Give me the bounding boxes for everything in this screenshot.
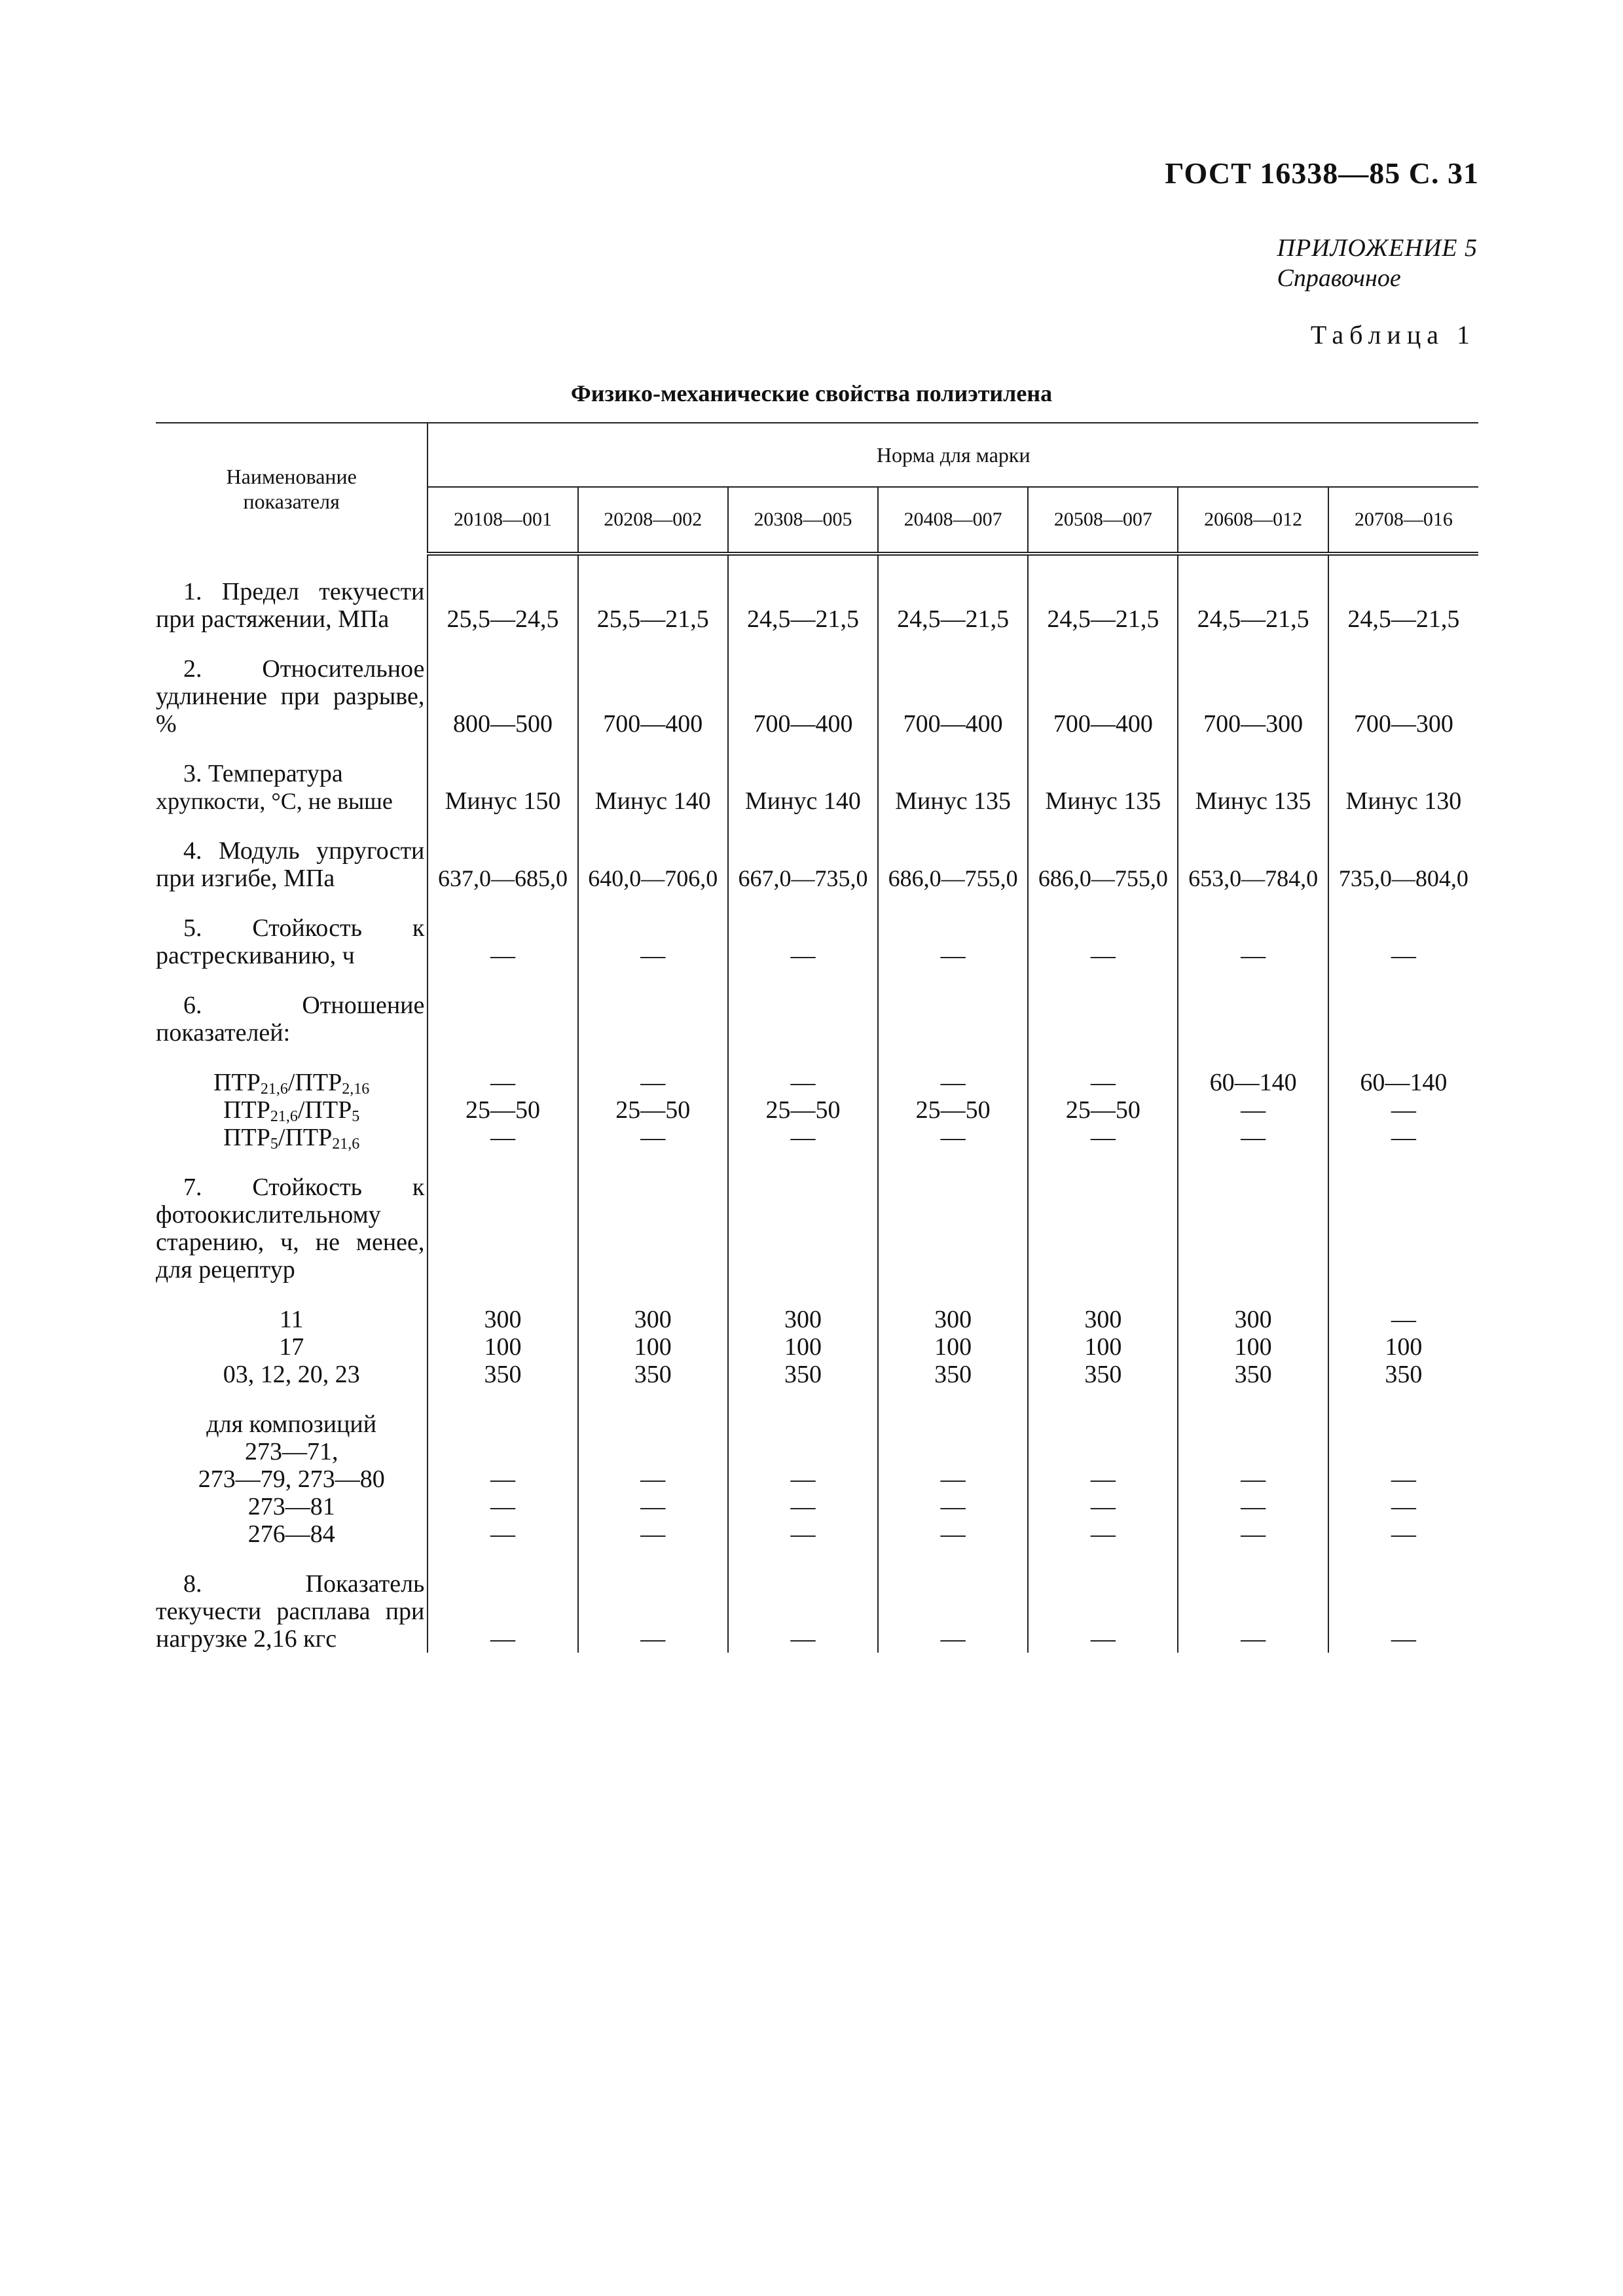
table-cell: —: [1028, 914, 1178, 969]
table-cell: 300 100 350: [1178, 1306, 1328, 1388]
table-row: [156, 1069, 1478, 1151]
table-cell: —: [728, 1570, 878, 1653]
table-cell: 24,5—21,5: [1178, 578, 1328, 633]
table-cell: —: [1028, 1570, 1178, 1653]
grade-header: 20408—007: [878, 487, 1028, 554]
table-cell: —: [428, 914, 577, 969]
table-cell: —: [1391, 1625, 1416, 1653]
table-row: [156, 992, 1478, 1047]
table-cell: — — —: [428, 1410, 577, 1548]
table-cell: 60—140 — —: [1360, 1069, 1448, 1151]
table-cell: 637,0—685,0: [428, 837, 577, 892]
row-label: 5. Стойкость к растрескиванию, ч: [156, 914, 428, 969]
table-cell: 24,5—21,5: [1347, 605, 1460, 633]
row-label: 7. Стойкость к фотоокислительному старению, ч, не менее, для рецептур: [156, 1174, 428, 1283]
table-cell: Минус 140: [578, 760, 728, 815]
table-cell: 300 100 350: [878, 1306, 1028, 1388]
table-cell: 700—400: [728, 655, 878, 738]
table-cell: 300 100 350: [1028, 1306, 1178, 1388]
table-cell: — — —: [1391, 1465, 1416, 1548]
table-cell: 700—300: [1178, 655, 1328, 738]
table-cell: 686,0—755,0: [1028, 837, 1178, 892]
table-row: [156, 1410, 1478, 1548]
table-cell: — 25—50 —: [1028, 1069, 1178, 1151]
table-number: Таблица 1: [1310, 320, 1476, 350]
row-label: 1. Предел текучести при растяжении, МПа: [156, 578, 428, 633]
table-cell: —: [878, 914, 1028, 969]
table-cell: 735,0—804,0: [1338, 865, 1468, 891]
table-cell: — — —: [728, 1410, 878, 1548]
table-cell: 700—400: [578, 655, 728, 738]
table-row: [156, 1570, 1478, 1653]
table-title: Физико-механические свойства полиэтилена: [570, 380, 1053, 406]
table-cell: 24,5—21,5: [728, 578, 878, 633]
appendix-title: ПРИЛОЖЕНИЕ 5: [1277, 234, 1478, 262]
row-label: 8. Показатель текучести расплава при нагрузке 2,16 кгс: [156, 1570, 428, 1653]
grade-header: 20708—016: [1328, 487, 1478, 554]
table-cell: 25,5—24,5: [428, 578, 577, 633]
appendix-block: [1277, 233, 1478, 293]
table-row: [156, 655, 1478, 738]
sublabel: $ПТР_{21,6}/ПТР_{2,16}$: [213, 1069, 370, 1098]
document-header: ГОСТ 16338—85 С. 31: [1165, 156, 1479, 190]
table-cell: — 25—50 —: [878, 1069, 1028, 1151]
table-cell: Минус 130: [1345, 787, 1462, 815]
table-cell: —: [878, 1570, 1028, 1653]
table-cell: 300 100 350: [728, 1306, 878, 1388]
row-sublabels: [156, 1069, 428, 1151]
sublabel: $ПТР_{21,6}/ПТР_5$: [223, 1096, 360, 1125]
properties-table: [156, 422, 1478, 1653]
table-cell: Минус 140: [728, 760, 878, 815]
column-header-norm: Норма для марки: [428, 423, 1478, 487]
grade-header: 20608—012: [1178, 487, 1328, 554]
table-cell: 300 100 350: [428, 1306, 577, 1388]
table-cell: — — —: [1178, 1410, 1328, 1548]
table-cell: 60—140 — —: [1178, 1069, 1328, 1151]
table-cell: 25,5—21,5: [578, 578, 728, 633]
table-cell: —: [578, 914, 728, 969]
sublabel: $ПТР_5/ПТР_{21,6}$: [223, 1124, 360, 1153]
row-label: 4. Модуль упругости при изгибе, МПа: [156, 837, 428, 892]
table-cell: 24,5—21,5: [878, 578, 1028, 633]
table-cell: —: [428, 1570, 577, 1653]
table-cell: — 100 350: [1385, 1306, 1423, 1388]
table-cell: —: [578, 1570, 728, 1653]
table-cell: —: [728, 914, 878, 969]
table-cell: Минус 135: [1028, 760, 1178, 815]
table-cell: 300 100 350: [578, 1306, 728, 1388]
row-sublabels: 11 17 03, 12, 20, 23: [156, 1306, 428, 1388]
table-cell: —: [1178, 1570, 1328, 1653]
table-cell: 667,0—735,0: [728, 837, 878, 892]
table-cell: 640,0—706,0: [578, 837, 728, 892]
grade-header: 20508—007: [1028, 487, 1178, 554]
table-cell: — 25—50 —: [728, 1069, 878, 1151]
table-cell: 800—500: [428, 655, 577, 738]
table-cell: 653,0—784,0: [1178, 837, 1328, 892]
grade-header: 20308—005: [728, 487, 878, 554]
appendix-subtitle: Справочное: [1277, 264, 1401, 292]
table-cell: — — —: [1028, 1410, 1178, 1548]
table-cell: Минус 135: [878, 760, 1028, 815]
table-row: [156, 578, 1478, 633]
table-cell: 700—400: [1028, 655, 1178, 738]
grade-header: 20208—002: [578, 487, 728, 554]
table-cell: Минус 135: [1178, 760, 1328, 815]
row-label: 6. Отношение показателей:: [156, 992, 428, 1047]
table-cell: — 25—50 —: [428, 1069, 577, 1151]
row-sublabels: для композиций 273—71, 273—79, 273—80 273—81 276—84: [156, 1410, 428, 1548]
column-header-name: Наименование показателя: [156, 423, 428, 554]
table-cell: —: [1178, 914, 1328, 969]
table-cell: Минус 150: [428, 760, 577, 815]
row-label: 2. Относительное удлинение при разрыве, %: [156, 655, 428, 738]
row-label: 3. Температура хрупкости, °С, не выше: [156, 760, 428, 815]
table-cell: 700—400: [878, 655, 1028, 738]
table-cell: —: [1391, 942, 1416, 969]
table-row: [156, 1306, 1478, 1388]
table-cell: — — —: [578, 1410, 728, 1548]
table-row: [156, 837, 1478, 892]
table-cell: 686,0—755,0: [878, 837, 1028, 892]
table-row: [156, 760, 1478, 815]
table-cell: — — —: [878, 1410, 1028, 1548]
table-cell: 24,5—21,5: [1028, 578, 1178, 633]
table-cell: — 25—50 —: [578, 1069, 728, 1151]
table-row: [156, 914, 1478, 969]
table-cell: 700—300: [1353, 710, 1453, 738]
table-row: [156, 1174, 1478, 1283]
grade-header: 20108—001: [428, 487, 577, 554]
